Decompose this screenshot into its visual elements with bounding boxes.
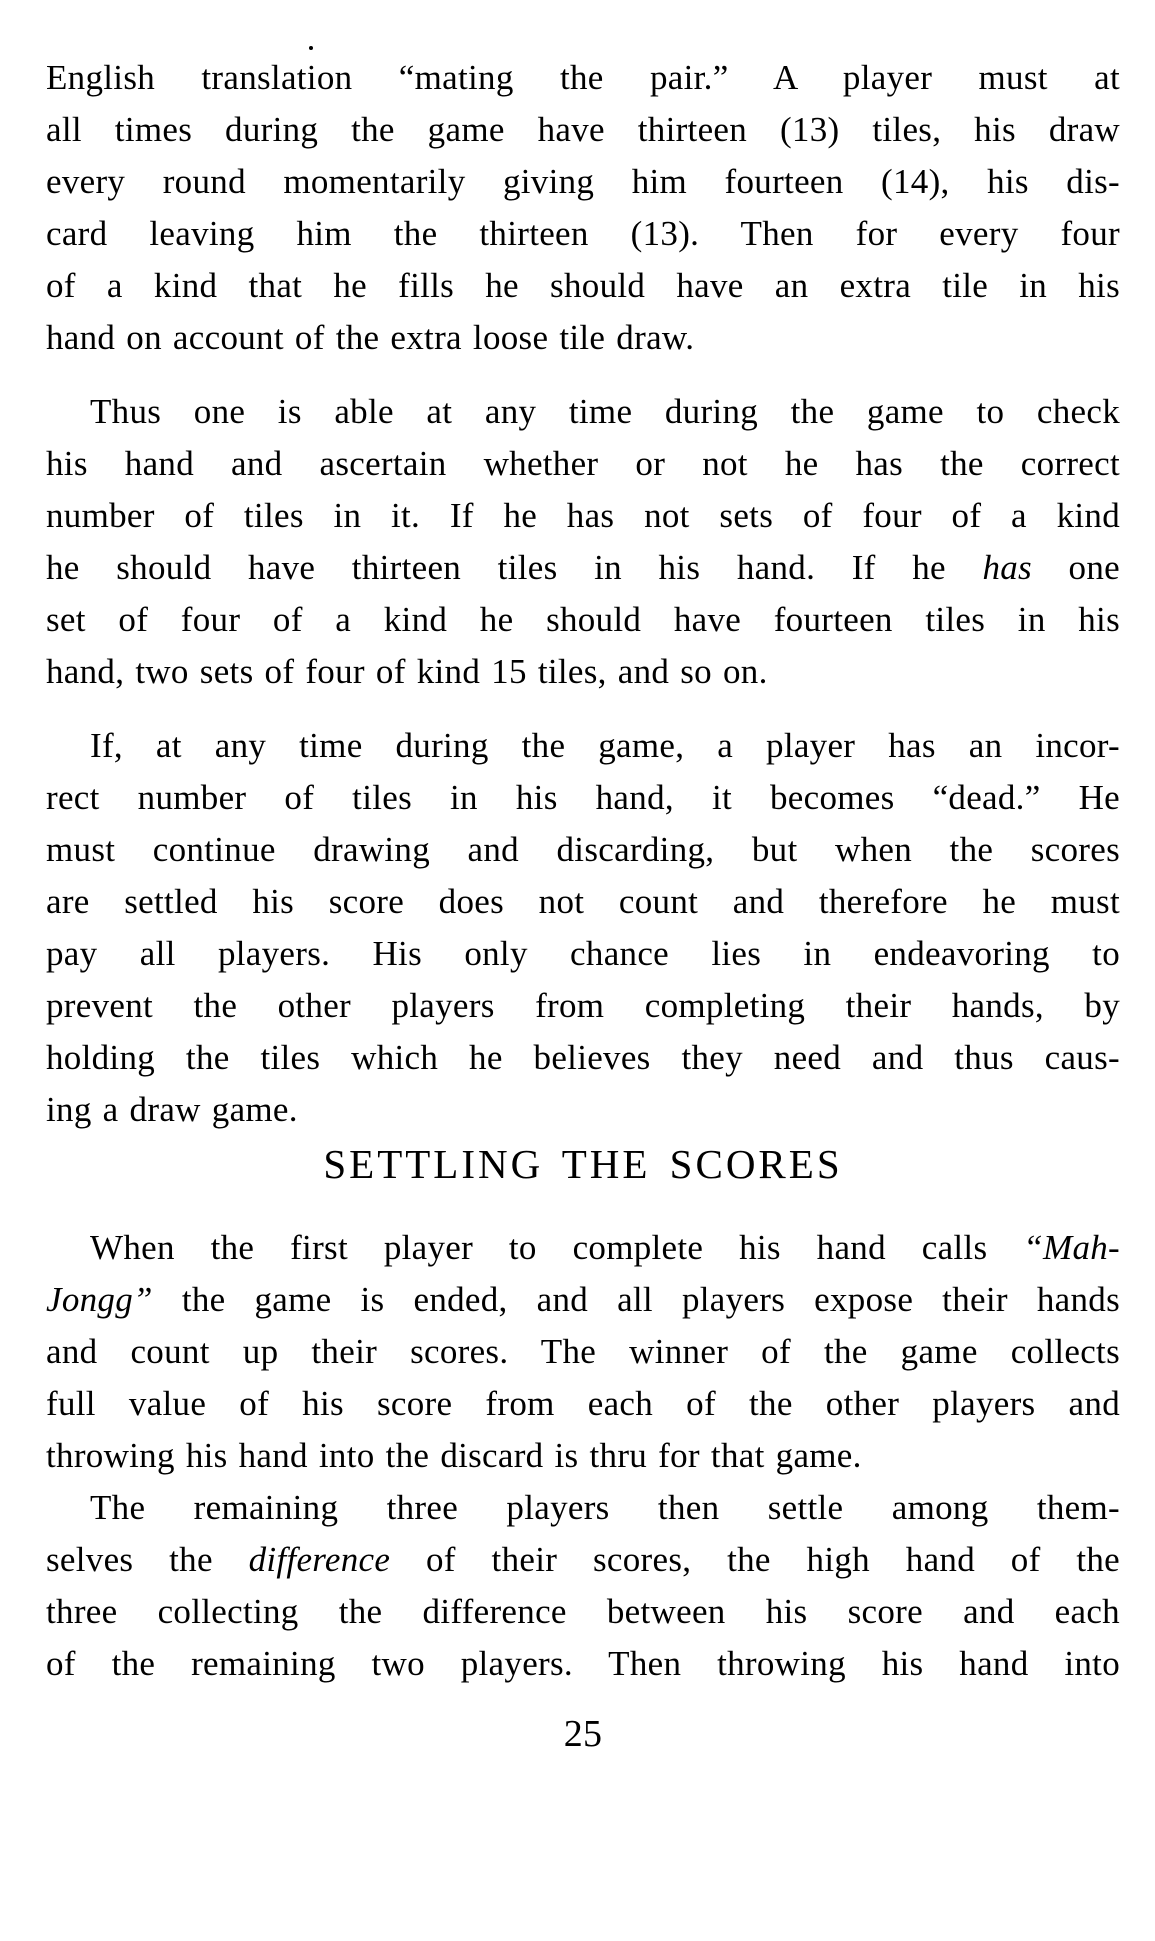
text-line bbox=[46, 1586, 1120, 1638]
page-number: 25 bbox=[563, 1713, 603, 1755]
text-segment: If, at any time during the game, a player has an incor- bbox=[90, 726, 1120, 765]
text-segment: card leaving him the thirteen (13). Then for every four bbox=[46, 214, 1120, 253]
text-line bbox=[46, 1222, 1120, 1274]
text-line bbox=[46, 928, 1120, 980]
text-segment: one bbox=[1031, 548, 1120, 587]
page-content bbox=[0, 52, 1155, 1760]
text-line bbox=[46, 594, 1120, 646]
text-line bbox=[46, 260, 1120, 312]
text-segment: English translation “mating the pair.” A player must at bbox=[46, 58, 1120, 97]
italic-text: Jongg” bbox=[46, 1280, 153, 1319]
text-segment: hand on account of the extra loose tile draw. bbox=[46, 318, 695, 357]
text-segment: throwing his hand into the discard is thru for that game. bbox=[46, 1436, 862, 1475]
text-line bbox=[46, 386, 1120, 438]
paragraph bbox=[46, 720, 1120, 1136]
text-segment: he should have thirteen tiles in his hand. If he bbox=[46, 548, 983, 587]
text-segment: all times during the game have thirteen (13) tiles, his draw bbox=[46, 110, 1120, 149]
text-line bbox=[46, 1084, 1120, 1136]
text-line bbox=[46, 542, 1120, 594]
text-segment: of the remaining two players. Then throwing his hand into bbox=[46, 1644, 1120, 1683]
text-line bbox=[46, 1482, 1120, 1534]
text-line bbox=[46, 490, 1120, 542]
text-segment: of a kind that he fills he should have an extra tile in his bbox=[46, 266, 1120, 305]
text-line bbox=[46, 312, 1120, 364]
text-line bbox=[46, 208, 1120, 260]
text-line bbox=[46, 1326, 1120, 1378]
text-segment: and count up their scores. The winner of the game collects bbox=[46, 1332, 1120, 1371]
italic-text: has bbox=[982, 548, 1032, 587]
text-segment: Thus one is able at any time during the game to check bbox=[90, 392, 1120, 431]
scan-speck bbox=[309, 46, 313, 50]
text-segment: holding the tiles which he believes they need and thus caus- bbox=[46, 1038, 1120, 1077]
text-line bbox=[46, 156, 1120, 208]
text-segment: are settled his score does not count and therefore he must bbox=[46, 882, 1120, 921]
text-segment: pay all players. His only chance lies in endeavoring to bbox=[46, 934, 1120, 973]
section-heading: SETTLING THE SCORES bbox=[323, 1141, 843, 1187]
text-segment: his hand and ascertain whether or not he has the correct bbox=[46, 444, 1120, 483]
text-line bbox=[46, 1378, 1120, 1430]
text-segment: When the first player to complete his hand calls bbox=[90, 1228, 1024, 1267]
text-line bbox=[46, 104, 1120, 156]
text-segment: ing a draw game. bbox=[46, 1090, 298, 1129]
text-segment: every round momentarily giving him fourteen (14), his dis- bbox=[46, 162, 1120, 201]
paragraph bbox=[46, 1222, 1120, 1482]
text-line bbox=[46, 1534, 1120, 1586]
text-line bbox=[46, 646, 1120, 698]
italic-text: difference bbox=[248, 1540, 391, 1579]
text-segment: set of four of a kind he should have fourteen tiles in his bbox=[46, 600, 1120, 639]
text-line bbox=[46, 438, 1120, 490]
text-line bbox=[46, 772, 1120, 824]
text-segment: The remaining three players then settle among them- bbox=[90, 1488, 1120, 1527]
text-line bbox=[46, 1032, 1120, 1084]
text-line bbox=[46, 980, 1120, 1032]
text-line bbox=[46, 876, 1120, 928]
text-line bbox=[46, 1638, 1120, 1690]
text-segment: number of tiles in it. If he has not sets of four of a kind bbox=[46, 496, 1120, 535]
paragraph bbox=[46, 386, 1120, 698]
paragraph bbox=[46, 1482, 1120, 1690]
text-segment: of their scores, the high hand of the bbox=[390, 1540, 1120, 1579]
text-segment: full value of his score from each of the other players and bbox=[46, 1384, 1120, 1423]
text-line bbox=[46, 824, 1120, 876]
text-line bbox=[46, 1430, 1120, 1482]
paragraph bbox=[46, 52, 1120, 364]
text-line bbox=[46, 52, 1120, 104]
text-segment: must continue drawing and discarding, but when the scores bbox=[46, 830, 1120, 869]
text-segment: hand, two sets of four of kind 15 tiles, and so on. bbox=[46, 652, 768, 691]
text-segment: the game is ended, and all players expose their hands bbox=[152, 1280, 1120, 1319]
italic-text: “Mah- bbox=[1023, 1228, 1120, 1267]
text-segment: prevent the other players from completing their hands, by bbox=[46, 986, 1120, 1025]
text-segment: selves the bbox=[46, 1540, 249, 1579]
text-segment: rect number of tiles in his hand, it becomes “dead.” He bbox=[46, 778, 1120, 817]
text-line bbox=[46, 1274, 1120, 1326]
text-segment: three collecting the difference between his score and each bbox=[46, 1592, 1120, 1631]
text-line bbox=[46, 720, 1120, 772]
